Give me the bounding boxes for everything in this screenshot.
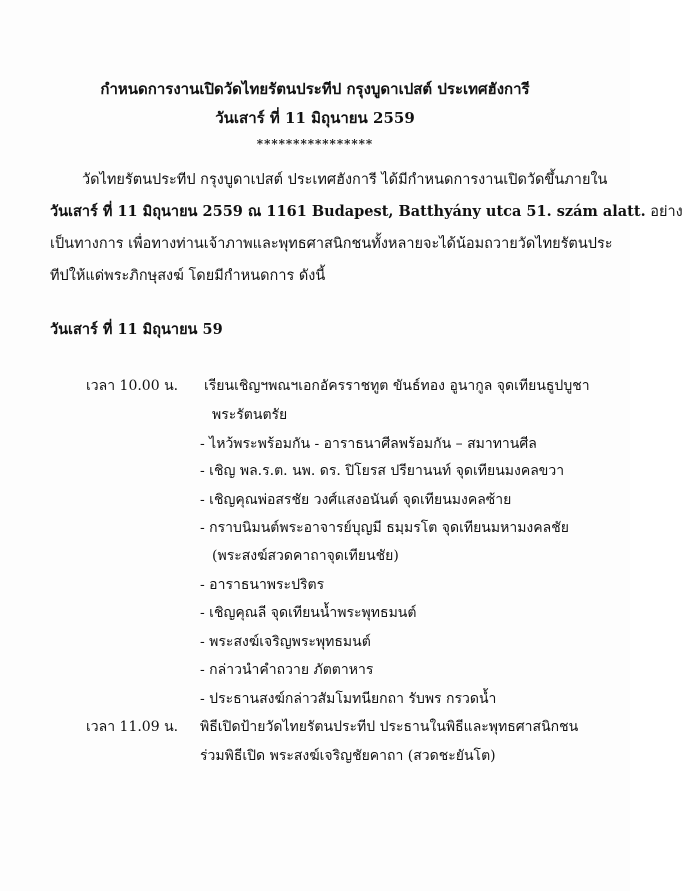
intro-line-4: ทีปให้แด่พระภิกษุสงฆ์ โดยมีกำหนดการ ดังนี้ xyxy=(50,268,326,284)
schedule-lead-item-cont: พระรัตนตรัย xyxy=(212,407,288,423)
intro-date-address: วันเสาร์ ที่ 11 มิถุนายน 2559 ณ 1161 Budapest, Batthyány utca 51. szám alatt. xyxy=(50,203,646,220)
intro-line-2-tail: อย่าง xyxy=(645,204,683,220)
schedule-item: - กราบนิมนต์พระอาจารย์บุญมี ธมฺมรโต จุดเทียนมหามงคลชัย xyxy=(200,520,569,536)
schedule-time-2: เวลา 11.09 น. xyxy=(86,719,179,735)
schedule-item: - อาราธนาพระปริตร xyxy=(200,577,325,593)
schedule-lead-item: เรียนเชิญฯพณฯเอกอัครราชทูต ขันธ์ทอง อูนากูล จุดเทียนธูปบูชา xyxy=(204,378,590,394)
schedule-item: - เชิญคุณลี จุดเทียนน้ำพระพุทธมนต์ xyxy=(200,605,417,621)
schedule-item: - เชิญคุณพ่อสรชัย วงศ์แสงอนันต์ จุดเทียนมงคลซ้าย xyxy=(200,492,512,508)
schedule-item: - พระสงฆ์เจริญพระพุทธมนต์ xyxy=(200,634,371,650)
schedule-item-opening: พิธีเปิดป้ายวัดไทยรัตนประทีป ประธานในพิธีและพุทธศาสนิกชน xyxy=(200,719,579,735)
intro-line-3: เป็นทางการ เพื่อทางท่านเจ้าภาพและพุทธศาสนิกชนทั้งหลายจะได้น้อมถวายวัดไทยรัตนประ xyxy=(50,236,613,252)
intro-line-1: วัดไทยรัตนประทีป กรุงบูดาเปสต์ ประเทศฮังการี ได้มีกำหนดการงานเปิดวัดขึ้นภายใน xyxy=(82,172,608,188)
schedule-item: - เชิญ พล.ร.ต. นพ. ดร. ปิโยรส ปรียานนท์ จุดเทียนมงคลขวา xyxy=(200,463,565,479)
intro-line-2 xyxy=(50,200,683,223)
document-title: กำหนดการงานเปิดวัดไทยรัตนประทีป กรุงบูดาเปสต์ ประเทศฮังการี xyxy=(100,80,530,98)
schedule-item: - ไหว้พระพร้อมกัน - อาราธนาศีลพร้อมกัน – สมาทานศีล xyxy=(200,436,537,452)
schedule-item: - กล่าวนำคำถวาย ภัตตาหาร xyxy=(200,662,374,678)
schedule-item-opening-cont: ร่วมพิธีเปิด พระสงฆ์เจริญชัยคาถา (สวดชะยันโต) xyxy=(200,748,496,764)
schedule-item: (พระสงฆ์สวดคาถาจุดเทียนชัย) xyxy=(212,548,399,564)
separator-stars: **************** xyxy=(256,137,374,151)
document-date-heading: วันเสาร์ ที่ 11 มิถุนายน 2559 xyxy=(215,109,415,127)
schedule-time-1: เวลา 10.00 น. xyxy=(86,378,179,394)
schedule-date: วันเสาร์ ที่ 11 มิถุนายน 59 xyxy=(50,321,223,338)
schedule-item: - ประธานสงฆ์กล่าวสัมโมทนียกถา รับพร กรวดน้ำ xyxy=(200,691,497,707)
